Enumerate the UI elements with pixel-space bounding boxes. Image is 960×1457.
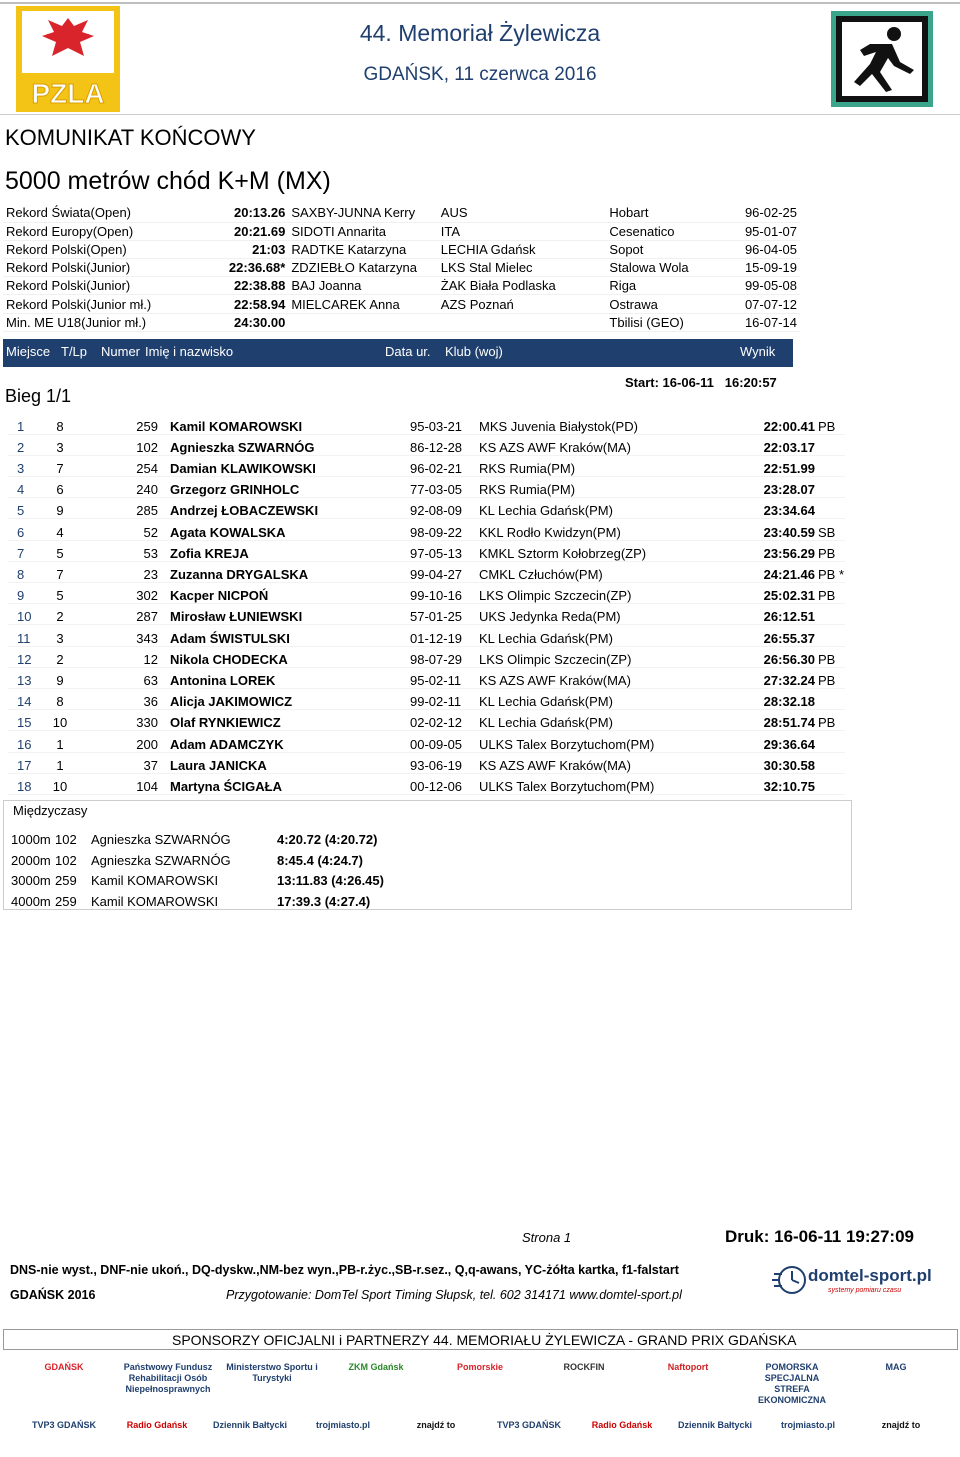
record-holder: BAJ Joanna	[291, 278, 362, 294]
result-row	[8, 731, 845, 752]
result-time: 28:32.18	[763, 694, 815, 710]
start-date: Start: 16-06-11	[625, 375, 714, 390]
place: 15	[17, 715, 32, 731]
birth-date: 98-09-22	[410, 524, 463, 540]
result-row	[8, 477, 845, 498]
club: LKS Olimpic Szczecin(ZP)	[479, 651, 632, 667]
record-country: AZS Poznań	[440, 296, 514, 312]
lane: 10	[52, 715, 68, 731]
prepared-by: Przygotowanie: DomTel Sport Timing Słupsk, tel. 602 314171 www.domtel-sport.pl	[226, 1288, 682, 1302]
result-time: 22:51.99	[763, 461, 815, 477]
bib: 36	[143, 694, 158, 710]
record-time: 22:58.94	[233, 296, 286, 312]
sponsor-logo: Ministerstwo Sportu i Turystyki	[226, 1362, 318, 1383]
record-row	[3, 277, 800, 295]
sponsor-logo: ROCKFIN	[563, 1362, 605, 1372]
bib: 330	[136, 715, 158, 731]
record-place: Ostrawa	[609, 296, 658, 312]
split-time: 8:45.4 (4:24.7)	[277, 852, 363, 868]
sponsor-logo: znajdź to	[881, 1420, 921, 1430]
start-info	[625, 375, 777, 390]
lane: 8	[56, 694, 64, 710]
result-row	[8, 646, 845, 667]
split-distance: 4000m	[11, 893, 51, 909]
result-time: 22:03.17	[763, 439, 815, 455]
result-time: 25:02.31	[763, 588, 815, 604]
club: ULKS Talex Borzytuchom(PM)	[479, 778, 655, 794]
result-row	[8, 583, 845, 604]
result-note: SB	[818, 524, 836, 540]
split-distance: 1000m	[11, 831, 51, 847]
club: RKS Rumia(PM)	[479, 482, 576, 498]
place: 8	[17, 567, 25, 582]
sponsor-logo: znajdź to	[416, 1420, 456, 1430]
bib: 259	[136, 418, 158, 434]
lane: 8	[56, 418, 64, 434]
athlete-name: Olaf RYNKIEWICZ	[170, 715, 281, 731]
result-time: 26:56.30	[763, 651, 815, 667]
club: KL Lechia Gdańsk(PM)	[479, 503, 613, 519]
sponsor-logo: Radio Gdańsk	[126, 1420, 188, 1430]
athlete-name: Laura JANICKA	[170, 757, 267, 773]
club: KS AZS AWF Kraków(MA)	[479, 439, 631, 455]
club: RKS Rumia(PM)	[479, 461, 576, 477]
record-row	[3, 295, 800, 313]
page-number: Strona 1	[522, 1230, 572, 1245]
sponsor-logo: TVP3 GDAŃSK	[31, 1420, 96, 1430]
record-date: 07-07-12	[744, 296, 797, 312]
split-row	[11, 891, 397, 912]
result-row	[8, 561, 845, 582]
athlete-name: Andrzej ŁOBACZEWSKI	[170, 503, 319, 519]
lane: 7	[56, 461, 64, 477]
record-date: 16-07-14	[744, 314, 797, 330]
record-type: Rekord Świata(Open)	[6, 205, 131, 221]
split-bib: 102	[55, 831, 77, 847]
result-row	[8, 625, 845, 646]
record-country: LECHIA Gdańsk	[440, 241, 536, 257]
record-date: 15-09-19	[744, 260, 797, 276]
col-tlp: T/Lp	[61, 344, 88, 359]
record-country: AUS	[440, 205, 468, 221]
record-type: Rekord Polski(Junior)	[6, 260, 131, 276]
col-klub: Klub (woj)	[445, 344, 503, 359]
domtel-sport-logo	[772, 1258, 934, 1300]
place: 3	[17, 461, 25, 477]
club: KL Lechia Gdańsk(PM)	[479, 715, 613, 731]
bib: 52	[143, 524, 158, 540]
record-holder: SIDOTI Annarita	[291, 223, 386, 239]
sponsor-logo: Radio Gdańsk	[591, 1420, 653, 1430]
lane: 9	[56, 672, 64, 688]
header-divider	[0, 114, 960, 115]
result-time: 28:51.74	[763, 715, 815, 731]
athlete-name: Zofia KREJA	[170, 545, 249, 561]
split-name: Kamil KOMAROWSKI	[91, 893, 219, 909]
result-time: 24:21.46	[763, 567, 815, 582]
place: 14	[17, 694, 32, 710]
result-time: 26:55.37	[763, 630, 815, 646]
result-note: PB	[818, 588, 836, 604]
birth-date: 57-01-25	[410, 609, 463, 625]
result-row	[8, 688, 845, 709]
record-date: 95-01-07	[744, 223, 797, 239]
birth-date: 93-06-19	[410, 757, 463, 773]
birth-date: 99-02-11	[410, 694, 462, 710]
result-row	[8, 667, 845, 688]
walker-logo	[830, 10, 934, 108]
birth-date: 99-10-16	[410, 588, 463, 604]
result-row	[8, 710, 845, 731]
birth-date: 86-12-28	[410, 439, 463, 455]
result-time: 23:56.29	[763, 545, 815, 561]
bib: 37	[143, 757, 158, 773]
record-type: Rekord Polski(Junior)	[6, 278, 131, 294]
place: 9	[17, 588, 25, 604]
athlete-name: Agata KOWALSKA	[170, 524, 286, 540]
splits-table	[11, 829, 397, 912]
record-time: 22:36.68*	[228, 260, 286, 276]
lane: 7	[56, 567, 64, 582]
split-distance: 3000m	[11, 873, 51, 889]
results-table	[8, 413, 845, 795]
record-country: LKS Stal Mielec	[440, 260, 533, 276]
athlete-name: Martyna ŚCIGAŁA	[170, 778, 282, 794]
split-row	[11, 829, 397, 850]
sponsor-logo: Dziennik Bałtycki	[677, 1420, 753, 1430]
bib: 63	[143, 672, 158, 688]
place: 7	[17, 545, 25, 561]
bib: 254	[136, 461, 158, 477]
record-place: Riga	[609, 278, 637, 294]
birth-date: 96-02-21	[410, 461, 463, 477]
sponsor-logo: MAG	[885, 1362, 907, 1372]
record-holder: SAXBY-JUNNA Kerry	[291, 205, 416, 221]
result-note: PB	[818, 672, 836, 688]
result-time: 26:12.51	[763, 609, 815, 625]
lane: 1	[56, 757, 64, 773]
bib: 302	[136, 588, 158, 604]
sponsor-logo: trojmiasto.pl	[780, 1420, 835, 1430]
result-time: 23:40.59	[763, 524, 815, 540]
athlete-name: Kacper NICPOŃ	[170, 588, 269, 604]
record-date: 96-02-25	[744, 205, 797, 221]
athlete-name: Alicja JAKIMOWICZ	[170, 694, 293, 710]
birth-date: 99-04-27	[410, 567, 463, 582]
result-note: PB *	[818, 567, 845, 582]
place: 16	[17, 736, 32, 752]
result-row	[8, 540, 845, 561]
lane: 5	[56, 588, 64, 604]
record-type: Rekord Europy(Open)	[6, 223, 134, 239]
split-name: Agnieszka SZWARNÓG	[91, 831, 231, 847]
page-title: 44. Memoriał Żylewicza	[359, 20, 601, 46]
split-bib: 259	[55, 873, 77, 889]
result-time: 29:36.64	[763, 736, 815, 752]
print-timestamp: Druk: 16-06-11 19:27:09	[725, 1227, 915, 1246]
athlete-name: Damian KLAWIKOWSKI	[170, 461, 316, 477]
record-holder	[288, 313, 437, 331]
result-note: PB	[818, 545, 836, 561]
col-numer: Numer	[101, 344, 141, 359]
domtel-tagline: systemy pomiaru czasu	[828, 1287, 902, 1294]
result-note	[815, 477, 845, 498]
result-time: 22:00.41	[763, 418, 815, 434]
record-row	[3, 240, 800, 258]
split-bib: 102	[55, 852, 77, 868]
split-name: Agnieszka SZWARNÓG	[91, 852, 231, 868]
bib: 12	[143, 651, 158, 667]
club: UKS Jedynka Reda(PM)	[479, 609, 621, 625]
record-place: Hobart	[609, 205, 649, 221]
results-table-header	[3, 339, 793, 367]
record-row	[3, 313, 800, 331]
footer-city: GDAŃSK 2016	[10, 1288, 96, 1302]
top-rule	[0, 2, 960, 4]
pzla-logo	[16, 6, 120, 112]
record-date: 99-05-08	[744, 278, 797, 294]
sponsor-logo: Państwowy Fundusz Rehabilitacji Osób Niepełnosprawnych	[123, 1362, 213, 1394]
sponsor-logo: Naftoport	[667, 1362, 709, 1372]
lane: 10	[52, 778, 68, 794]
stopwatch-icon	[772, 1262, 808, 1296]
record-holder: RADTKE Katarzyna	[291, 241, 407, 257]
record-time: 20:13.26	[233, 205, 286, 221]
result-note	[815, 773, 845, 794]
record-country: ŻAK Biała Podlaska	[440, 278, 556, 294]
record-type: Rekord Polski(Junior mł.)	[6, 296, 152, 312]
result-time: 27:32.24	[763, 672, 815, 688]
result-row	[8, 752, 845, 773]
place: 4	[17, 482, 25, 498]
birth-date: 98-07-29	[410, 651, 463, 667]
record-time: 20:21.69	[233, 223, 286, 239]
col-data: Data ur.	[385, 344, 431, 359]
athlete-name: Zuzanna DRYGALSKA	[170, 567, 309, 582]
split-distance: 2000m	[11, 852, 51, 868]
place: 12	[17, 651, 32, 667]
birth-date: 92-08-09	[410, 503, 463, 519]
svg-text:PZLA: PZLA	[31, 78, 105, 109]
col-miejsce: Miejsce	[6, 344, 51, 359]
result-note	[815, 455, 845, 476]
abbreviation-legend: DNS-nie wyst., DNF-nie ukoń., DQ-dyskw.,NM-bez wyn.,PB-r.życ.,SB-r.sez., Q,q-awans, YC-żółta kartka, f1-falstart	[10, 1263, 679, 1277]
sponsor-logo: TVP3 GDAŃSK	[496, 1420, 561, 1430]
lane: 2	[56, 651, 64, 667]
result-row	[8, 519, 845, 540]
heat-label: Bieg 1/1	[5, 386, 72, 406]
record-place: Stalowa Wola	[609, 260, 689, 276]
split-time: 4:20.72 (4:20.72)	[277, 831, 378, 847]
club: LKS Olimpic Szczecin(ZP)	[479, 588, 632, 604]
club: KMKL Sztorm Kołobrzeg(ZP)	[479, 545, 647, 561]
club: KL Lechia Gdańsk(PM)	[479, 694, 613, 710]
club: KS AZS AWF Kraków(MA)	[479, 672, 631, 688]
lane: 2	[56, 609, 64, 625]
lane: 3	[56, 439, 64, 455]
record-row	[3, 204, 800, 222]
start-time: 16:20:57	[724, 375, 777, 390]
result-row	[8, 434, 845, 455]
event-title: 5000 metrów chód K+M (MX)	[5, 167, 331, 195]
result-row	[8, 604, 845, 625]
record-place: Cesenatico	[609, 223, 675, 239]
bib: 104	[136, 778, 158, 794]
result-time: 23:28.07	[763, 482, 815, 498]
place: 5	[17, 503, 25, 519]
bib: 53	[143, 545, 158, 561]
place: 10	[17, 609, 32, 625]
col-imie: Imię i nazwisko	[145, 344, 234, 359]
result-note	[815, 752, 845, 773]
club: CMKL Człuchów(PM)	[479, 567, 603, 582]
sponsor-logo: Pomorskie	[456, 1362, 504, 1372]
birth-date: 95-02-11	[410, 672, 462, 688]
sponsor-logo: ZKM Gdańsk	[348, 1362, 404, 1372]
birth-date: 01-12-19	[410, 630, 463, 646]
athlete-name: Adam ADAMCZYK	[170, 736, 284, 752]
athlete-name: Agnieszka SZWARNÓG	[170, 439, 315, 455]
record-place: Sopot	[609, 241, 644, 257]
result-note	[815, 604, 845, 625]
bib: 343	[136, 630, 158, 646]
bib: 285	[136, 503, 158, 519]
col-wynik: Wynik	[740, 344, 776, 359]
record-row	[3, 222, 800, 240]
birth-date: 97-05-13	[410, 545, 463, 561]
result-note	[815, 688, 845, 709]
bib: 102	[136, 439, 158, 455]
birth-date: 77-03-05	[410, 482, 463, 498]
club: MKS Juvenia Białystok(PD)	[479, 418, 638, 434]
place: 18	[17, 778, 32, 794]
result-row	[8, 498, 845, 519]
club: KL Lechia Gdańsk(PM)	[479, 630, 613, 646]
result-note: PB	[818, 651, 836, 667]
place: 13	[17, 672, 32, 688]
athlete-name: Adam ŚWISTULSKI	[170, 630, 290, 646]
record-country: ITA	[440, 223, 461, 239]
split-time: 17:39.3 (4:27.4)	[277, 893, 371, 909]
sponsors-title: SPONSORZY OFICJALNI i PARTNERZY 44. MEMORIAŁU ŻYLEWICZA - GRAND PRIX GDAŃSKA	[3, 1329, 958, 1350]
split-name: Kamil KOMAROWSKI	[91, 873, 219, 889]
sponsor-logo: Dziennik Bałtycki	[212, 1420, 288, 1430]
result-row	[8, 413, 845, 434]
birth-date: 95-03-21	[410, 418, 463, 434]
result-note: PB	[818, 418, 836, 434]
record-time: 21:03	[252, 241, 286, 257]
record-holder: MIELCAREK Anna	[291, 296, 400, 312]
lane: 6	[56, 482, 64, 498]
result-note	[815, 625, 845, 646]
record-row	[3, 259, 800, 277]
club: KS AZS AWF Kraków(MA)	[479, 757, 631, 773]
result-time: 23:34.64	[763, 503, 815, 519]
place: 17	[17, 757, 32, 773]
split-bib: 259	[55, 893, 77, 909]
result-note	[815, 434, 845, 455]
split-row	[11, 850, 397, 871]
club: KKL Rodło Kwidzyn(PM)	[479, 524, 621, 540]
athlete-name: Grzegorz GRINHOLC	[170, 482, 300, 498]
birth-date: 02-02-12	[410, 715, 463, 731]
result-time: 30:30.58	[763, 757, 815, 773]
sponsor-logo: GDAŃSK	[44, 1362, 84, 1372]
place: 6	[17, 524, 25, 540]
split-row	[11, 870, 397, 891]
athlete-name: Kamil KOMAROWSKI	[170, 418, 303, 434]
record-type: Rekord Polski(Open)	[6, 241, 127, 257]
result-row	[8, 455, 845, 476]
athlete-name: Mirosław ŁUNIEWSKI	[170, 609, 303, 625]
result-row	[8, 773, 845, 794]
bib: 287	[136, 609, 158, 625]
lane: 9	[56, 503, 64, 519]
club: ULKS Talex Borzytuchom(PM)	[479, 736, 655, 752]
result-note: PB	[818, 715, 836, 731]
komunikat-heading: KOMUNIKAT KOŃCOWY	[5, 125, 256, 150]
record-place: Tbilisi (GEO)	[609, 314, 684, 330]
lane: 4	[56, 524, 64, 540]
records-table	[3, 204, 800, 332]
lane: 1	[56, 736, 64, 752]
bib: 200	[136, 736, 158, 752]
domtel-logo-text: domtel-sport.pl	[808, 1266, 932, 1285]
athlete-name: Nikola CHODECKA	[170, 651, 288, 667]
lane: 5	[56, 545, 64, 561]
athlete-name: Antonina LOREK	[170, 672, 276, 688]
result-time: 32:10.75	[763, 778, 815, 794]
record-time: 22:38.88	[233, 278, 286, 294]
record-time: 24:30.00	[233, 314, 286, 330]
record-date: 96-04-05	[744, 241, 797, 257]
record-country	[438, 313, 607, 331]
split-time: 13:11.83 (4:26.45)	[277, 873, 384, 889]
birth-date: 00-09-05	[410, 736, 463, 752]
place: 1	[17, 418, 25, 434]
splits-heading: Międzyczasy	[13, 803, 88, 818]
bib: 23	[143, 567, 158, 582]
page-subtitle: GDAŃSK, 11 czerwca 2016	[363, 64, 597, 85]
birth-date: 00-12-06	[410, 778, 463, 794]
bib: 240	[136, 482, 158, 498]
sponsor-logo: POMORSKA SPECJALNA STREFA EKONOMICZNA	[758, 1362, 826, 1405]
sponsor-logo: trojmiasto.pl	[315, 1420, 370, 1430]
lane: 3	[56, 630, 64, 646]
place: 2	[17, 439, 25, 455]
result-note	[815, 731, 845, 752]
result-note	[815, 498, 845, 519]
record-holder: ZDZIEBŁO Katarzyna	[291, 260, 418, 276]
place: 11	[17, 630, 31, 646]
record-type: Min. ME U18(Junior mł.)	[6, 314, 147, 330]
